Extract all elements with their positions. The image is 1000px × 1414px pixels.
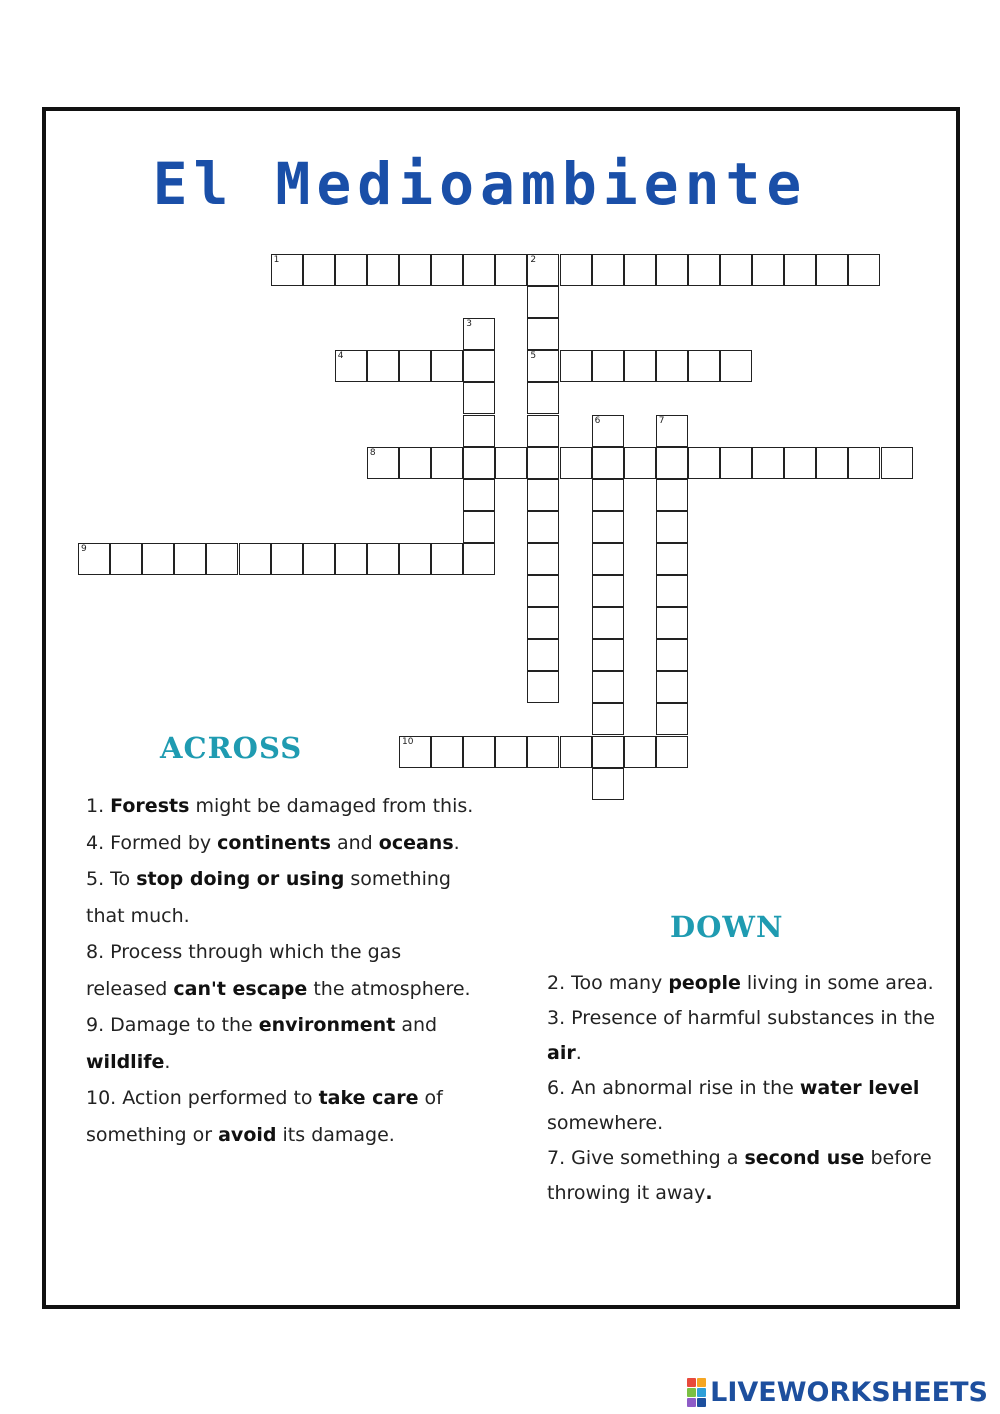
crossword-cell[interactable] [463, 543, 495, 575]
clue-text: before throwing it away [547, 1147, 932, 1204]
clue-text: 4. Formed by [86, 831, 218, 854]
clue-text: living in some area. [740, 972, 934, 994]
across-heading: ACROSS [160, 731, 303, 765]
crossword-cell[interactable] [592, 511, 624, 543]
crossword-cell[interactable] [335, 350, 367, 382]
crossword-cell[interactable] [560, 447, 592, 479]
crossword-cell[interactable] [720, 350, 752, 382]
clue [86, 788, 486, 825]
crossword-cell[interactable] [463, 511, 495, 543]
clue-number: 10 [402, 736, 414, 747]
clue-text: 6. An abnormal rise in the [547, 1077, 800, 1099]
crossword-cell[interactable] [527, 254, 559, 286]
crossword-cell[interactable] [399, 350, 431, 382]
liveworksheets-logo [687, 1377, 988, 1408]
clue-text: . [575, 1042, 582, 1064]
clue-number: 6 [594, 415, 601, 426]
crossword-cell[interactable] [752, 447, 784, 479]
crossword-cell[interactable] [527, 415, 559, 447]
crossword-cell[interactable] [367, 254, 399, 286]
clue-text: 7. Give something a [547, 1147, 745, 1169]
crossword-cell[interactable] [335, 254, 367, 286]
clue [547, 1001, 947, 1071]
crossword-cell[interactable] [527, 318, 559, 350]
crossword-cell[interactable] [784, 447, 816, 479]
brand-name: LIVEWORKSHEETS [710, 1377, 988, 1408]
crossword-cell[interactable] [399, 543, 431, 575]
crossword-cell[interactable] [527, 447, 559, 479]
crossword-cell[interactable] [656, 639, 688, 671]
crossword-cell[interactable] [848, 447, 880, 479]
crossword-cell[interactable] [431, 350, 463, 382]
crossword-cell[interactable] [784, 254, 816, 286]
crossword-cell[interactable] [495, 447, 527, 479]
crossword-cell[interactable] [463, 318, 495, 350]
clue-text: 2. Too many [547, 972, 669, 994]
clue-keyword: oceans [378, 831, 454, 854]
down-clues-list [547, 966, 947, 1211]
clue-keyword: . [705, 1182, 713, 1204]
crossword-cell[interactable] [527, 350, 559, 382]
clue-number: 4 [337, 351, 344, 362]
clue-number: 7 [658, 415, 665, 426]
crossword-cell[interactable] [656, 447, 688, 479]
clue-keyword: take care [318, 1087, 419, 1109]
clue-keyword: Forests [110, 795, 190, 817]
crossword-cell[interactable] [656, 479, 688, 511]
crossword-cell[interactable] [174, 543, 206, 575]
crossword-cell[interactable] [142, 543, 174, 575]
clue-text: and [330, 831, 379, 854]
clue [86, 1007, 486, 1080]
crossword-cell[interactable] [656, 350, 688, 382]
crossword-cell[interactable] [592, 447, 624, 479]
crossword-cell[interactable] [206, 543, 238, 575]
clue-keyword: continents [217, 831, 331, 854]
logo-icon [687, 1378, 706, 1407]
clue-keyword: can't escape [173, 977, 308, 1000]
crossword-cell[interactable] [463, 447, 495, 479]
crossword-cell[interactable] [592, 671, 624, 703]
clue [547, 1141, 947, 1211]
clue-number: 5 [530, 351, 537, 362]
crossword-cell[interactable] [816, 447, 848, 479]
crossword-cell[interactable] [560, 736, 592, 768]
crossword-cell[interactable] [527, 736, 559, 768]
clue-keyword: second use [744, 1147, 865, 1169]
clue-text: might be damaged from this. [189, 795, 474, 817]
crossword-cell[interactable] [592, 543, 624, 575]
crossword-cell[interactable] [592, 254, 624, 286]
crossword-cell[interactable] [271, 254, 303, 286]
clue-number: 8 [369, 447, 376, 458]
crossword-cell[interactable] [592, 768, 624, 800]
crossword-cell[interactable] [656, 736, 688, 768]
logo-block [687, 1388, 696, 1397]
crossword-cell[interactable] [656, 254, 688, 286]
clue-text: its damage. [276, 1123, 395, 1146]
logo-block [697, 1378, 706, 1387]
crossword-cell[interactable] [592, 736, 624, 768]
crossword-cell[interactable] [592, 703, 624, 735]
crossword-cell[interactable] [656, 575, 688, 607]
clue-text: something that much. [86, 868, 451, 927]
crossword-cell[interactable] [624, 736, 656, 768]
crossword-cell[interactable] [656, 671, 688, 703]
clue-keyword: stop doing or using [136, 868, 345, 890]
crossword-cell[interactable] [527, 607, 559, 639]
clue-text: 10. Action performed to [86, 1087, 319, 1109]
crossword-cell[interactable] [560, 350, 592, 382]
crossword-cell[interactable] [592, 415, 624, 447]
crossword-cell[interactable] [399, 254, 431, 286]
crossword-cell[interactable] [239, 543, 271, 575]
clue-text: 8. Process through which the gas released [86, 941, 402, 1000]
crossword-cell[interactable] [463, 382, 495, 414]
across-clues-list [86, 788, 486, 1153]
crossword-cell[interactable] [431, 736, 463, 768]
down-heading: DOWN [670, 910, 784, 944]
crossword-cell[interactable] [335, 543, 367, 575]
crossword-cell[interactable] [592, 479, 624, 511]
crossword-cell[interactable] [527, 543, 559, 575]
crossword-cell[interactable] [495, 736, 527, 768]
crossword-cell[interactable] [624, 254, 656, 286]
crossword-cell[interactable] [431, 254, 463, 286]
crossword-cell[interactable] [463, 254, 495, 286]
crossword-cell[interactable] [720, 447, 752, 479]
clue-text: somewhere. [547, 1112, 664, 1134]
crossword-cell[interactable] [271, 543, 303, 575]
clue-text: 5. To [86, 868, 137, 890]
crossword-cell[interactable] [688, 254, 720, 286]
crossword-cell[interactable] [303, 254, 335, 286]
crossword-cell[interactable] [463, 350, 495, 382]
crossword-cell[interactable] [752, 254, 784, 286]
clue-number: 9 [81, 543, 87, 554]
crossword-cell[interactable] [848, 254, 880, 286]
clue-keyword: wildlife [86, 1050, 165, 1073]
clue-text: . [164, 1050, 171, 1073]
clue [86, 1080, 486, 1153]
clue-number: 2 [530, 255, 537, 265]
crossword-cell[interactable] [110, 543, 142, 575]
clue [86, 861, 486, 934]
clue-number: 1 [273, 255, 280, 265]
clue-text: the atmosphere. [307, 977, 471, 1000]
crossword-cell[interactable] [656, 703, 688, 735]
clue [86, 825, 486, 862]
crossword-cell[interactable] [592, 639, 624, 671]
crossword-cell[interactable] [303, 543, 335, 575]
logo-block [687, 1378, 696, 1387]
crossword-cell[interactable] [367, 350, 399, 382]
crossword-cell[interactable] [431, 543, 463, 575]
clue-keyword: people [668, 972, 741, 994]
clue [547, 966, 947, 1001]
crossword-cell[interactable] [527, 382, 559, 414]
logo-block [697, 1388, 706, 1397]
crossword-cell[interactable] [656, 511, 688, 543]
crossword-cell[interactable] [367, 543, 399, 575]
crossword-cell[interactable] [592, 575, 624, 607]
crossword-cell[interactable] [431, 447, 463, 479]
crossword-cell[interactable] [527, 479, 559, 511]
clue-text: and [395, 1014, 438, 1036]
clue-number: 3 [466, 319, 472, 330]
crossword-cell[interactable] [367, 447, 399, 479]
clue-keyword: water level [799, 1077, 920, 1099]
clue-keyword: avoid [218, 1123, 277, 1146]
crossword-cell[interactable] [624, 447, 656, 479]
crossword-cell[interactable] [495, 254, 527, 286]
clue-text: 9. Damage to the [86, 1014, 259, 1036]
crossword-cell[interactable] [592, 607, 624, 639]
crossword-cell[interactable] [78, 543, 110, 575]
crossword-cell[interactable] [656, 415, 688, 447]
crossword-cell[interactable] [399, 447, 431, 479]
clue-text: of something or [86, 1087, 443, 1146]
crossword-cell[interactable] [463, 415, 495, 447]
clue [86, 934, 486, 1007]
crossword-cell[interactable] [656, 543, 688, 575]
crossword-cell[interactable] [560, 254, 592, 286]
logo-block [697, 1398, 706, 1407]
crossword-cell[interactable] [527, 286, 559, 318]
crossword-cell[interactable] [463, 736, 495, 768]
crossword-cell[interactable] [592, 350, 624, 382]
page-title: El Medioambiente [152, 150, 808, 218]
crossword-cell[interactable] [816, 254, 848, 286]
crossword-cell[interactable] [881, 447, 913, 479]
crossword-cell[interactable] [527, 511, 559, 543]
logo-block [687, 1398, 696, 1407]
clue-text: 3. Presence of harmful substances in the [547, 1007, 935, 1029]
clue-keyword: air [547, 1042, 576, 1064]
crossword-cell[interactable] [688, 447, 720, 479]
crossword-cell[interactable] [527, 671, 559, 703]
crossword-cell[interactable] [527, 575, 559, 607]
crossword-cell[interactable] [688, 350, 720, 382]
crossword-cell[interactable] [720, 254, 752, 286]
crossword-cell[interactable] [399, 736, 431, 768]
crossword-cell[interactable] [656, 607, 688, 639]
crossword-cell[interactable] [463, 479, 495, 511]
clue-text: . [453, 831, 460, 854]
crossword-cell[interactable] [527, 639, 559, 671]
clue-text: 1. [86, 795, 111, 817]
crossword-cell[interactable] [624, 350, 656, 382]
clue [547, 1071, 947, 1141]
clue-keyword: environment [258, 1014, 396, 1036]
